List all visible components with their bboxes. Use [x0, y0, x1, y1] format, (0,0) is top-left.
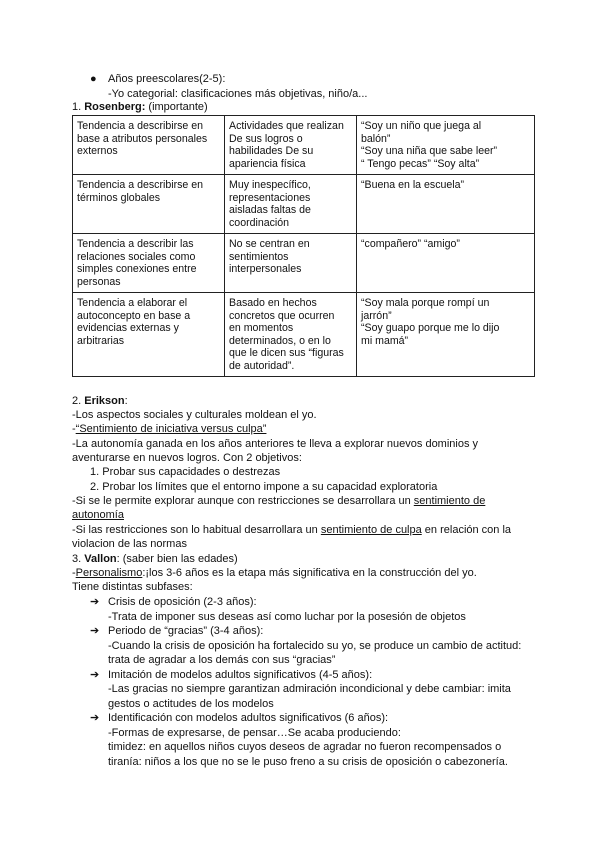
cell-line: evidencias externas y: [77, 322, 179, 334]
erikson-line-2: [72, 422, 266, 436]
cell-line: interpersonales: [229, 263, 302, 275]
cell-line: Tendencia a describir las: [77, 238, 194, 250]
phase-line: trata de agradar a los demás con sus “gracias”: [108, 654, 336, 666]
phase-line: gestos o actitudes de los modelos: [108, 697, 274, 710]
phase-title: Crisis de oposición (2-3 años):: [108, 596, 257, 608]
table-cell: [225, 175, 357, 234]
table-row: [73, 234, 535, 293]
cell-line: base a atributos personales: [77, 132, 208, 145]
erikson-stage-title: “Sentimiento de iniciativa versus culpa”: [75, 423, 267, 435]
phase-line: timidez: en aquellos niños cuyos deseos de agradar no fueron recompensados o: [108, 741, 502, 753]
table-cell: [225, 116, 357, 175]
cell-line: arbitrarias: [77, 334, 125, 347]
table-cell: [225, 293, 357, 377]
cell-line: relaciones sociales como: [77, 250, 196, 263]
cell-line: “Soy mala porque rompí un: [361, 297, 490, 309]
cell-line: representaciones: [229, 191, 311, 204]
cell-line: “Soy guapo porque me lo dijo: [361, 322, 500, 334]
phase-line: -Formas de expresarse, de pensar…Se acaba produciendo:: [108, 726, 401, 739]
rosenberg-name: Rosenberg:: [84, 101, 146, 113]
cell-line: Tendencia a elaborar el: [77, 297, 188, 309]
cell-line: determinados, o en lo: [229, 334, 331, 347]
cell-line: en momentos: [229, 322, 294, 334]
erikson-line-7-text: -Si las restricciones son lo habitual desarrollara un: [72, 524, 321, 536]
cell-line: autoconcepto en base a: [77, 309, 191, 322]
preschool-heading: Años preescolares(2-5):: [108, 73, 226, 85]
vallon-line-1: [72, 566, 477, 580]
rosenberg-number: 1.: [72, 101, 85, 113]
erikson-line-7-end: en relación con la: [421, 524, 512, 536]
cell-line: balón”: [361, 132, 391, 145]
arrow-bullet-icon: ➔: [90, 596, 100, 608]
erikson-line-7: [72, 523, 511, 537]
cell-line: No se centran en: [229, 238, 310, 250]
erikson-name: Erikson: [84, 395, 125, 407]
cell-line: “ Tengo pecas” “Soy alta”: [361, 157, 480, 170]
cell-line: términos globales: [77, 191, 161, 204]
phase-line: tiranía: niños a los que no se le puso freno a su crisis de oposición o cabezonería.: [108, 755, 508, 768]
table-cell: [225, 234, 357, 293]
vallon-note: : (saber bien las edades): [116, 553, 238, 565]
vallon-number: 3.: [72, 553, 85, 565]
phase-title: Imitación de modelos adultos significativos (4-5 años):: [108, 668, 373, 681]
arrow-bullet-icon: ➔: [90, 668, 100, 681]
cell-line: Actividades que realizan: [229, 120, 344, 132]
erikson-line-5-text: -Si se le permite explorar aunque con restricciones se desarrollara un: [72, 495, 414, 507]
arrow-bullet-icon: ➔: [90, 625, 100, 637]
rosenberg-table: [72, 115, 535, 377]
phase-title: Identificación con modelos adultos significativos (6 años):: [108, 712, 389, 724]
erikson-objective-1: 1. Probar sus capacidades o destrezas: [90, 466, 281, 478]
cell-line: “Soy un niño que juega al: [361, 120, 482, 132]
cell-line: Basado en hechos: [229, 297, 317, 309]
cell-line: Tendencia a describirse en: [77, 179, 204, 191]
cell-line: mi mamá”: [361, 334, 409, 347]
cell-line: Tendencia a describirse en: [77, 120, 204, 132]
vallon-dash: -: [72, 567, 76, 579]
cell-line: simples conexiones entre: [77, 263, 197, 275]
vallon-heading: [72, 552, 238, 566]
cell-line: aisladas faltas de: [229, 204, 311, 216]
phase-line: -Las gracias no siempre garantizan admiración incondicional y debe cambiar: imita: [108, 683, 511, 695]
phase-title: Periodo de “gracias” (3-4 años):: [108, 625, 264, 637]
erikson-objective-2: 2. Probar los límites que el entorno impone a su capacidad exploratoria: [90, 481, 438, 493]
cell-line: apariencia física: [229, 157, 306, 170]
cell-line: “Buena en la escuela”: [361, 179, 465, 191]
erikson-line-5: [72, 494, 485, 508]
erikson-number: 2.: [72, 395, 85, 407]
phase-line: -Cuando la crisis de oposición ha fortalecido su yo, se produce un cambio de actitud:: [108, 639, 522, 652]
cell-line: de autoridad”.: [229, 359, 295, 372]
table-row: [73, 116, 535, 175]
table-cell: [357, 175, 535, 234]
vallon-line-1-text: :¡los 3-6 años es la etapa más significativa en la construcción del yo.: [142, 567, 477, 579]
erikson-line-1: -Los aspectos sociales y culturales moldean el yo.: [72, 409, 317, 421]
arrow-bullet-icon: ➔: [90, 712, 100, 724]
erikson-line-3: -La autonomía ganada en los años anteriores te lleva a explorar nuevos dominios y: [72, 438, 479, 450]
cell-line: “compañero” “amigo”: [361, 238, 460, 250]
erikson-heading: [72, 394, 128, 408]
table-cell: [73, 234, 225, 293]
cell-line: coordinación: [229, 216, 290, 229]
vallon-personalismo: Personalismo: [75, 567, 143, 579]
cell-line: “Soy una niña que sabe leer”: [361, 145, 498, 157]
phase-line: -Trata de imponer sus deseas así como luchar por la posesión de objetos: [108, 610, 466, 623]
table-cell: [357, 116, 535, 175]
table-cell: [73, 293, 225, 377]
cell-line: De sus logros o: [229, 132, 303, 145]
cell-line: que le dicen sus “figuras: [229, 347, 344, 359]
erikson-line-8: violacion de las normas: [72, 538, 187, 550]
erikson-line-5-underlined: sentimiento de: [413, 495, 486, 507]
cell-line: externos: [77, 145, 118, 157]
cell-line: Muy inespecífico,: [229, 179, 311, 191]
erikson-dash: -: [72, 423, 76, 435]
cell-line: habilidades De su: [229, 145, 314, 157]
rosenberg-heading: [72, 100, 208, 114]
table-cell: [73, 116, 225, 175]
table-row: [73, 175, 535, 234]
bullet-dot: ●: [90, 73, 97, 85]
cell-line: sentimientos: [229, 250, 289, 263]
preschool-subline: -Yo categorial: clasificaciones más objetivas, niño/a...: [108, 88, 368, 100]
cell-line: concretos que ocurren: [229, 309, 335, 322]
cell-line: jarrón”: [361, 309, 392, 322]
erikson-line-6: autonomía: [72, 509, 124, 521]
table-row: [73, 293, 535, 377]
erikson-line-7-underlined: sentimiento de culpa: [320, 524, 422, 536]
rosenberg-note: (importante): [145, 101, 208, 113]
vallon-line-2: Tiene distintas subfases:: [72, 581, 193, 593]
vallon-name: Vallon: [84, 553, 117, 565]
cell-line: personas: [77, 275, 121, 288]
erikson-colon: :: [124, 395, 128, 407]
erikson-line-4: aventurarse en nuevos logros. Con 2 objetivos:: [72, 452, 302, 464]
table-cell: [357, 293, 535, 377]
table-cell: [357, 234, 535, 293]
table-cell: [73, 175, 225, 234]
